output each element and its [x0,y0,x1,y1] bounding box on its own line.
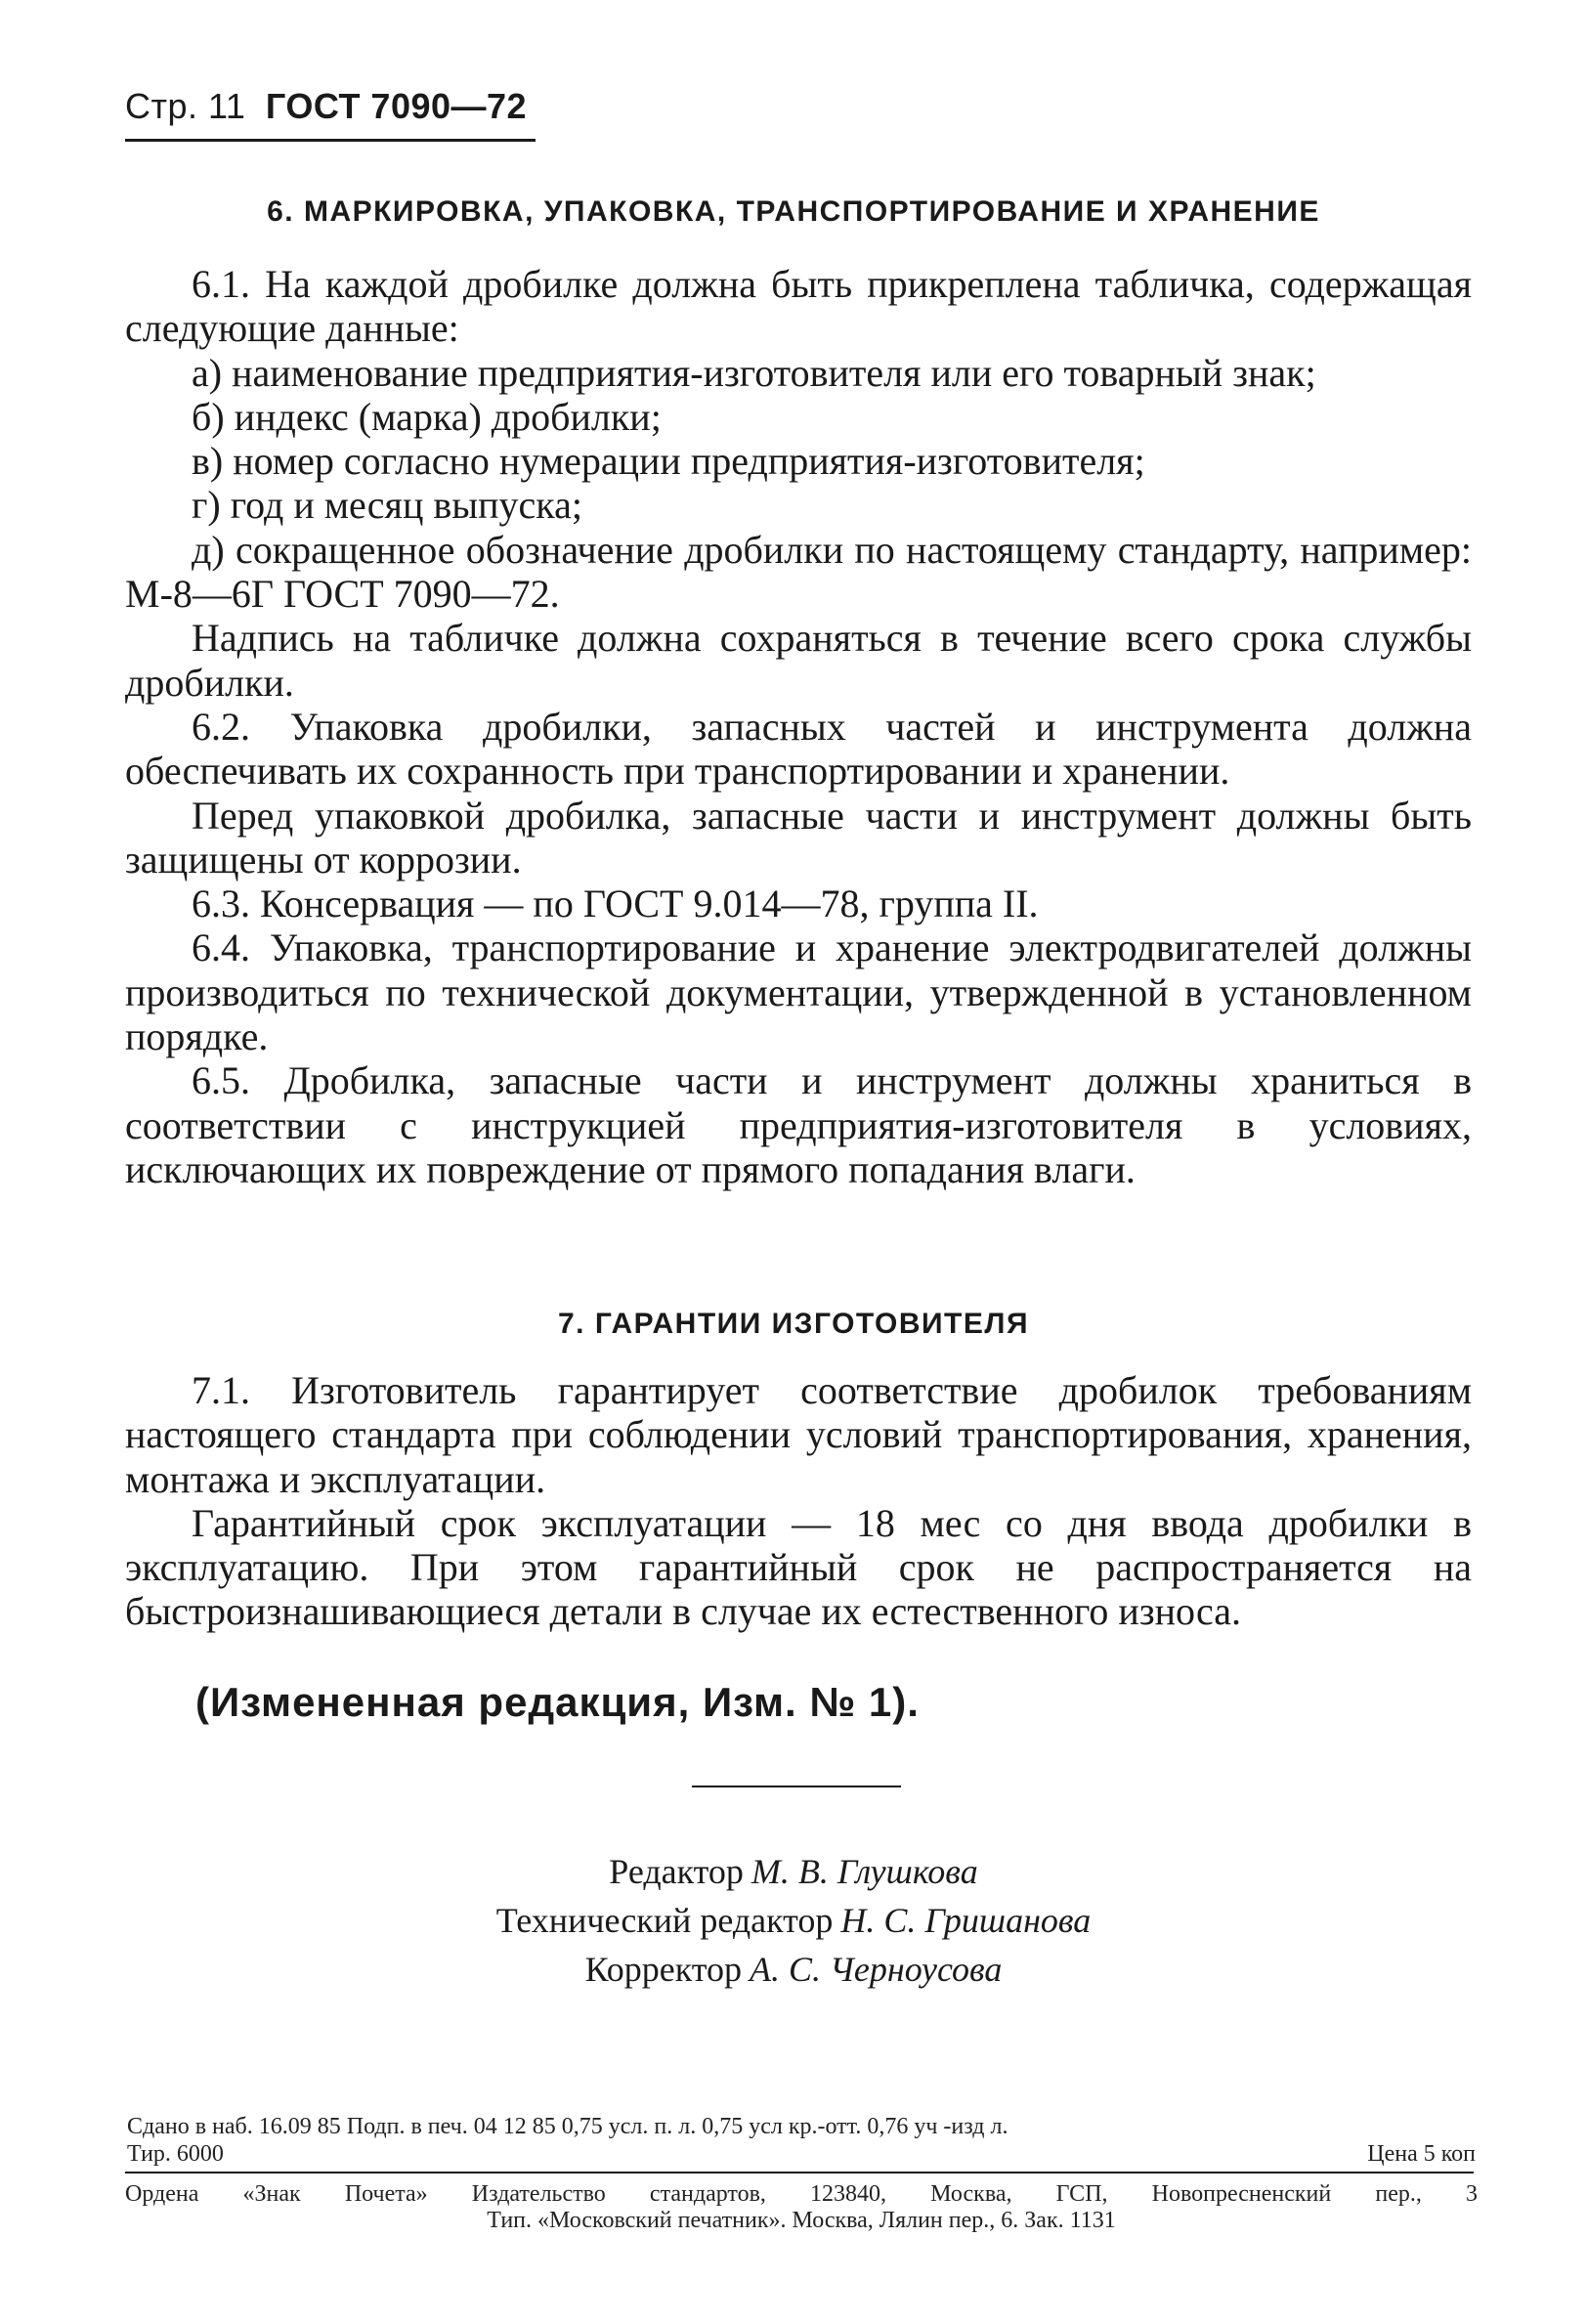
section-6-body [125,262,1472,1191]
credits-block [125,1847,1462,1994]
list-item-g: г) год и месяц выпуска; [192,483,582,528]
paragraph-6-3: 6.3. Консервация — по ГОСТ 9.014—78, группа II. [192,882,1039,926]
list-item-d: д) сокращенное обозначение дробилки по настоящему стандарту, например: М-8—6Г ГОСТ 7090—72. [125,527,1472,617]
page-header [125,86,527,127]
section-7-body [125,1368,1472,1634]
paragraph-7-1: 7.1. Изготовитель гарантирует соответствие дробилок требованиям настоящего стандарта при соблюдении условий транспортирования, хранения, монтажа и эксплуатации. [125,1368,1472,1501]
credit-editor: Редактор М. В. Глушкова [609,1852,978,1891]
paragraph-6-4: 6.4. Упаковка, транспортирование и хранение электродвигателей должны производиться по технической документации, утвержденной в установленном порядке. [125,925,1472,1059]
section-6-title: 6. МАРКИРОВКА, УПАКОВКА, ТРАНСПОРТИРОВАНИЕ И ХРАНЕНИЕ [267,195,1320,228]
revision-note: (Измененная редакция, Изм. № 1). [195,1679,920,1725]
list-item-v: в) номер согласно нумерации предприятия-изготовителя; [192,439,1145,484]
section-7-title: 7. ГАРАНТИИ ИЗГОТОВИТЕЛЯ [557,1308,1029,1340]
paragraph-corrosion: Перед упаковкой дробилка, запасные части и инструмент должны быть защищены от коррозии. [125,793,1472,882]
list-item-a: а) наименование предприятия-изготовителя или его товарный знак; [192,350,1316,395]
header-rule [125,139,536,142]
page-number: Стр. 11 [125,86,246,126]
print-imprint [127,2113,1476,2168]
list-item-b: б) индекс (марка) дробилки; [192,394,662,439]
standard-number: ГОСТ 7090—72 [265,86,528,126]
paragraph-warranty-term: Гарантийный срок эксплуатации — 18 мес со дня ввода дробилки в эксплуатацию. При этом гарантийный срок не распространяется на быстроизнашивающиеся детали в случае их естественного износа. [125,1500,1472,1634]
imprint-price: Цена 5 коп [1367,2141,1476,2167]
paragraph-6-2: 6.2. Упаковка дробилки, запасных частей и инструмента должна обеспечивать их сохранность при транспортировании и хранении. [125,704,1472,794]
imprint-rule [125,2172,1474,2173]
paragraph-6-5: 6.5. Дробилка, запасные части и инструмент должны храниться в соответствии с инструкцией предприятия-изготовителя в условиях, исключающих их повреждение от прямого попадания влаги. [125,1058,1472,1191]
credit-tech-editor: Технический редактор Н. С. Гришанова [495,1901,1092,1940]
imprint-print-run: Тир. 6000 [127,2141,224,2167]
publisher-line-2: Тип. «Московский печатник». Москва, Лялин пер., 6. Зак. 1131 [487,2208,1116,2233]
publisher-line-1: Ордена «Знак Почета» Издательство стандартов, 123840, Москва, ГСП, Новопресненский пер., 3 [125,2181,1478,2207]
paragraph-label-note: Надпись на табличке должна сохраняться в течение всего срока службы дробилки. [125,616,1472,705]
publisher-info [125,2181,1478,2234]
imprint-line-1: Сдано в наб. 16.09 85 Подп. в печ. 04 12 85 0,75 усл. п. л. 0,75 усл кр.-отт. 0,76 уч -изд л. [127,2114,1008,2139]
separator-rule [692,1786,901,1787]
paragraph-6-1: 6.1. На каждой дробилке должна быть прикреплена табличка, содержащая следующие данные: [125,262,1472,351]
credit-proofreader: Корректор А. С. Черноусова [584,1950,1003,1989]
